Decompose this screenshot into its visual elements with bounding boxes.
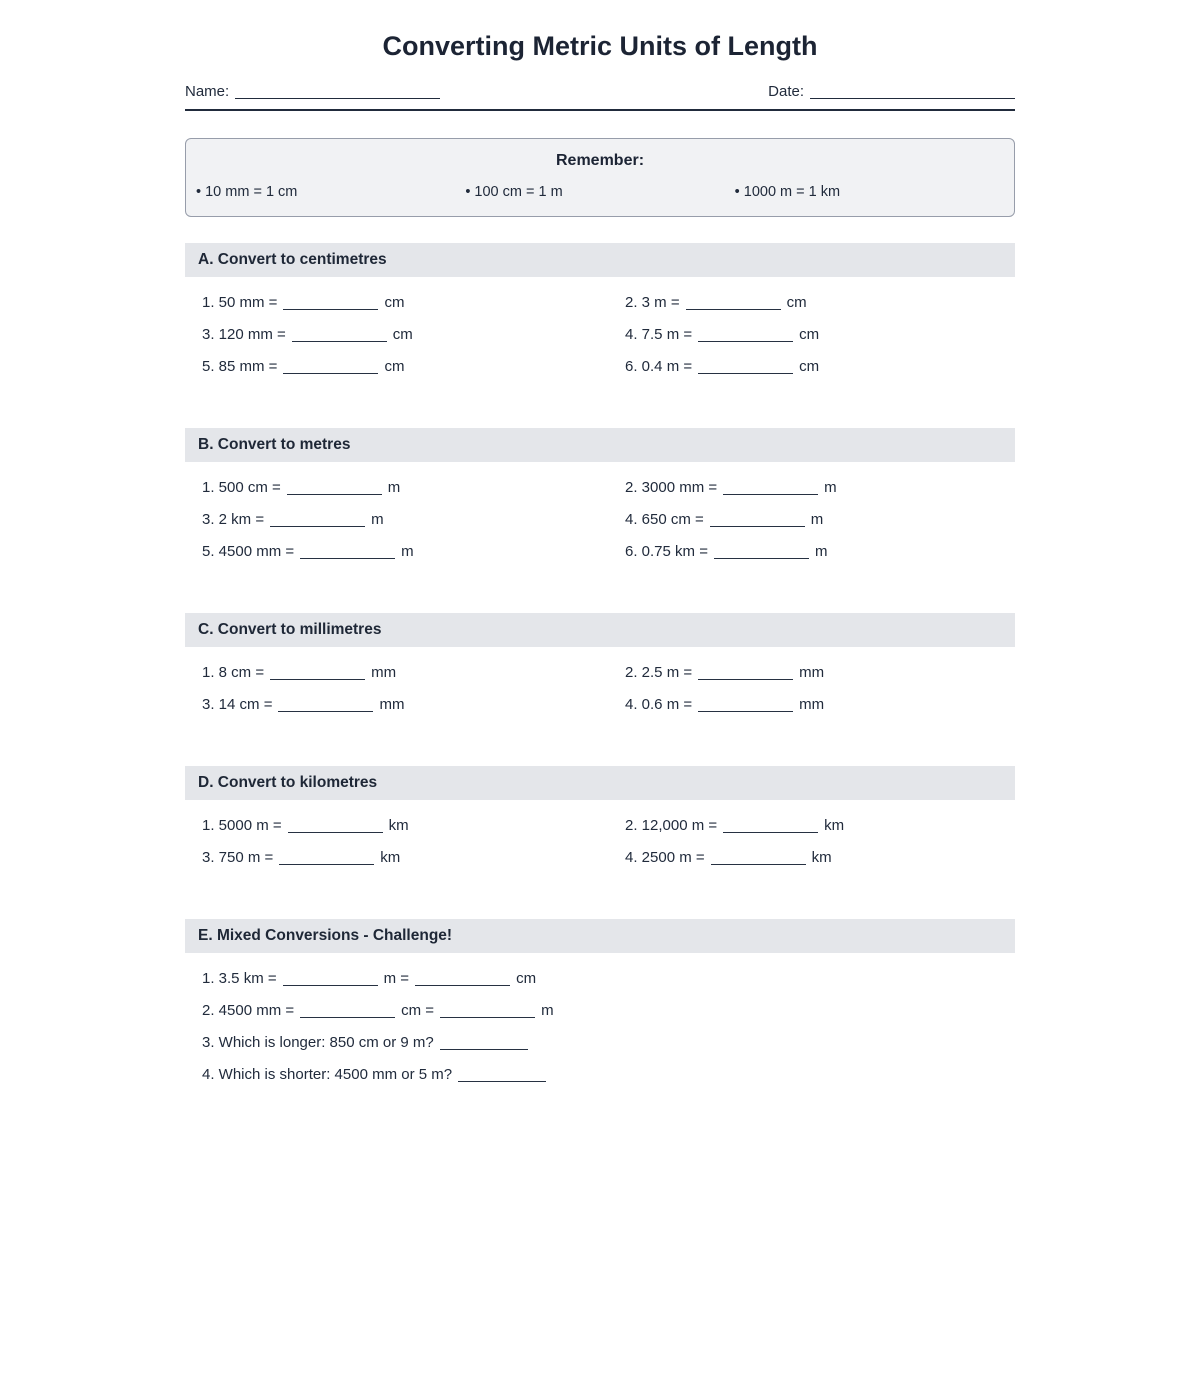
- answer-blank: [723, 490, 818, 495]
- problem-row: 4. 0.6 m = mm: [625, 696, 825, 714]
- answer-blank: [440, 1045, 528, 1050]
- problem-grid: [185, 647, 1015, 740]
- section-convert-to-kilometres: [185, 766, 1015, 893]
- page-title: Converting Metric Units of Length: [382, 31, 818, 61]
- problem-row: 1. 50 mm = cm: [202, 294, 405, 312]
- answer-blank: [270, 675, 365, 680]
- answer-blank: [458, 1077, 546, 1082]
- problem-row: 4. 7.5 m = cm: [625, 326, 820, 344]
- answer-blank: [698, 369, 793, 374]
- problem-row: 1. 3.5 km = m = cm: [202, 970, 537, 988]
- problem-grid: [185, 277, 1015, 402]
- problem-row: 2. 3000 mm = m: [625, 479, 837, 497]
- section-convert-to-millimetres: [185, 613, 1015, 740]
- answer-blank: [686, 305, 781, 310]
- problem-row: 4. 2500 m = km: [625, 849, 832, 867]
- answer-blank: [714, 554, 809, 559]
- answer-blank: [279, 860, 374, 865]
- remember-box: [185, 138, 1015, 217]
- worksheet: [185, 0, 1015, 1110]
- problem-row: 2. 12,000 m = km: [625, 817, 845, 835]
- date-label: Date:: [768, 83, 804, 101]
- problem-row: 2. 3 m = cm: [625, 294, 807, 312]
- answer-blank: [698, 337, 793, 342]
- remember-title: Remember:: [555, 152, 645, 170]
- answer-blank: [698, 675, 793, 680]
- section-header: D. Convert to kilometres: [185, 766, 1015, 800]
- answer-blank: [698, 707, 793, 712]
- section-convert-to-centimetres: [185, 243, 1015, 402]
- name-write-line: [235, 94, 440, 99]
- problem-row: 2. 2.5 m = mm: [625, 664, 825, 682]
- remember-fact: • 1000 m = 1 km: [734, 184, 841, 201]
- name-date-row: [185, 83, 1015, 100]
- problem-row: 1. 5000 m = km: [202, 817, 409, 835]
- answer-blank: [283, 305, 378, 310]
- problem-row: 3. 120 mm = cm: [202, 326, 413, 344]
- answer-blank: [711, 860, 806, 865]
- problem-row: 5. 4500 mm = m: [202, 543, 414, 561]
- header-divider: [185, 109, 1015, 111]
- date-write-line: [810, 94, 1015, 99]
- problem-row: 1. 500 cm = m: [202, 479, 401, 497]
- answer-blank: [723, 828, 818, 833]
- answer-blank: [287, 490, 382, 495]
- remember-fact: • 100 cm = 1 m: [465, 184, 563, 201]
- problem-row: 6. 0.4 m = cm: [625, 358, 820, 376]
- answer-blank: [292, 337, 387, 342]
- section-header: E. Mixed Conversions - Challenge!: [185, 919, 1015, 953]
- date-field-group: [768, 83, 1015, 100]
- problem-grid: [185, 462, 1015, 587]
- answer-blank: [283, 981, 378, 986]
- problem-row: 3. Which is longer: 850 cm or 9 m?: [202, 1027, 1015, 1059]
- answer-blank: [288, 828, 383, 833]
- name-field-group: [185, 83, 440, 100]
- problem-row: 2. 4500 mm = cm = m: [202, 1002, 554, 1020]
- problem-row: 5. 85 mm = cm: [202, 358, 405, 376]
- problem-row: 1. 8 cm = mm: [202, 664, 397, 682]
- remember-fact: • 10 mm = 1 cm: [196, 184, 298, 201]
- problem-row: 3. 2 km = m: [202, 511, 384, 529]
- problem-row: 3. 14 cm = mm: [202, 696, 405, 714]
- answer-blank: [278, 707, 373, 712]
- answer-blank: [440, 1013, 535, 1018]
- problem-row: 4. 650 cm = m: [625, 511, 824, 529]
- answer-blank: [283, 369, 378, 374]
- section-mixed-conversions: [185, 919, 1015, 1110]
- problem-row: 4. Which is shorter: 4500 mm or 5 m?: [202, 1059, 1015, 1091]
- remember-facts: [196, 184, 1004, 200]
- problem-row: 3. 750 m = km: [202, 849, 401, 867]
- answer-blank: [415, 981, 510, 986]
- answer-blank: [300, 554, 395, 559]
- section-header: C. Convert to millimetres: [185, 613, 1015, 647]
- section-header: B. Convert to metres: [185, 428, 1015, 462]
- problem-row: 6. 0.75 km = m: [625, 543, 828, 561]
- name-label: Name:: [185, 83, 230, 101]
- answer-blank: [300, 1013, 395, 1018]
- section-convert-to-metres: [185, 428, 1015, 587]
- problem-list: [185, 953, 1015, 1110]
- section-header: A. Convert to centimetres: [185, 243, 1015, 277]
- problem-grid: [185, 800, 1015, 893]
- answer-blank: [710, 522, 805, 527]
- answer-blank: [270, 522, 365, 527]
